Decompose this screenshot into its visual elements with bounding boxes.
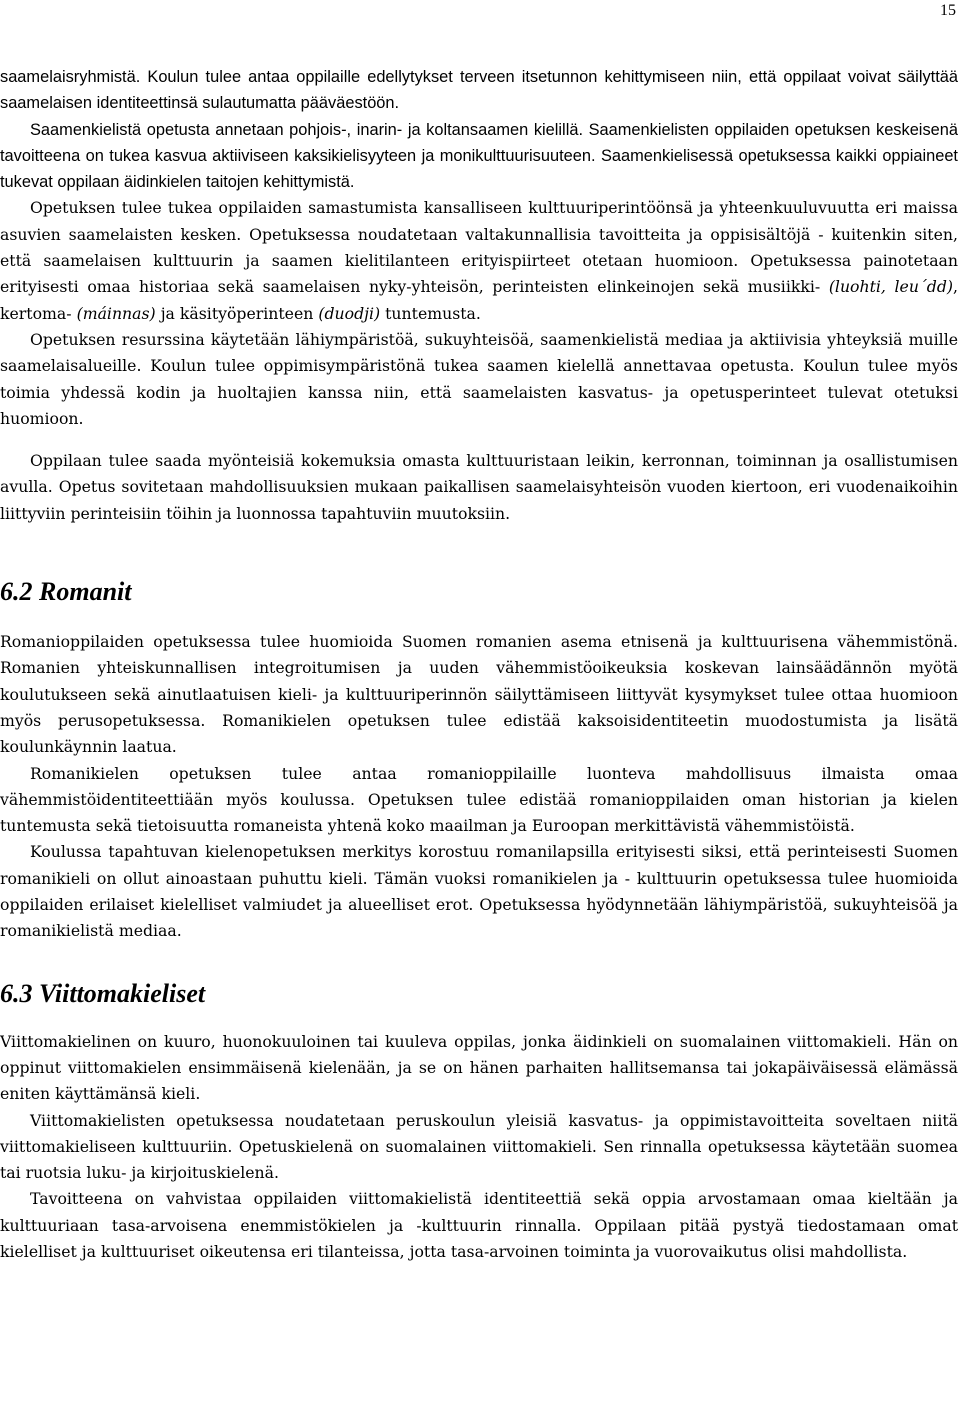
- saame-term-handicraft: (duodji): [318, 303, 381, 323]
- page-content: [0, 64, 958, 1265]
- saame-paragraph-1: saamelaisryhmistä. Koulun tulee antaa oppilaille edellytykset terveen itsetunnon kehittymiseen niin, että oppilaat voivat säilyttää saamelaisen identiteettinsä sulautumatta pääväestöön.: [0, 68, 958, 113]
- saame-paragraph-3-text-a: Opetuksen tulee tukea oppilaiden samastumista kansalliseen kulttuuriperintöönsä ja yhteenkuuluvuutta eri maissa asuvien saamelaisten kesken. Opetuksessa noudatetaan valtakunnallisia tavoitteita ja oppisisältöjä - kuitenkin siten, että saamelaisen kulttuurin ja saamen kielitilanteen erityispiirteet otetaan huomioon. Opetuksessa painotetaan erityisesti omaa historiaa sekä saamelaisen nyky-yhteisön, perinteisten elinkeinojen sekä musiikki-: [0, 198, 958, 297]
- saame-term-music: (luohti, leu´dd): [828, 277, 953, 297]
- saame-paragraph-4: Opetuksen resurssina käytetään lähiympäristöä, sukuyhteisöä, saamenkielistä mediaa ja aktiivisia yhteyksiä muille saamelaisalueille. Koulun tulee oppimisympäristönä tukea saamen kielellä annettavaa opetusta. Koulun tulee myös toimia yhdessä kodin ja huoltajien kanssa niin, että saamelaisten kasvatus- ja opetusperinteet tulevat otetuksi huomioon.: [0, 329, 958, 428]
- romanit-paragraph-2: Romanikielen opetuksen tulee antaa romanioppilaille luonteva mahdollisuus ilmaista omaa vähemmistöidentiteettiään myös koulussa. Opetuksen tulee edistää romanioppilaiden oman historian ja kielen tuntemusta sekä tietoisuutta romaneista yhtenä koko maailman ja Euroopan merkittävistä vähemmistöistä.: [0, 763, 958, 836]
- page-number: 15: [940, 2, 956, 19]
- saame-paragraph-3-text-b: , kertoma-: [0, 277, 958, 323]
- viittoma-paragraph-2: Viittomakielisten opetuksessa noudatetaan peruskoulun yleisiä kasvatus- ja oppimistavoitteita soveltaen niitä viittomakieliseen kulttuuriin. Opetuskielenä on suomalainen viittomakieli. Sen rinnalla opetuksessa käytetään suomea tai ruotsia luku- ja kirjoituskielenä.: [0, 1110, 958, 1183]
- saame-paragraph-5: Oppilaan tulee saada myönteisiä kokemuksia omasta kulttuuristaan leikin, kerronnan, toiminnan ja osallistumisen avulla. Opetus sovitetaan mahdollisuuksien mukaan paikallisen saamelaisyhteisön vuoden kiertoon, eri vuodenaikoihin liittyviin perinteisiin töihin ja luonnossa tapahtuviin muutoksiin.: [0, 451, 958, 523]
- romanit-paragraph-3: Koulussa tapahtuvan kielenopetuksen merkitys korostuu romanilapsilla erityisesti siksi, että perinteisesti Suomen romanikieli on ollut ainoastaan puhuttu kieli. Tämän vuoksi romanikielen ja - kulttuurin opetuksessa tulee huomioida oppilaiden erilaiset kielelliset valmiudet ja alueelliset erot. Opetuksessa hyödynnetään lähiympäristöä, sukuyhteisöä ja romanikielistä mediaa.: [0, 842, 958, 941]
- romanit-paragraph-1: Romanioppilaiden opetuksessa tulee huomioida Suomen romanien asema etnisenä ja kulttuurisena vähemmistönä. Romanien yhteiskunnallisen integroitumisen ja uuden vähemmistöoikeuksia koskevan lainsäädännön myötä koulutukseen sekä ainutlaatuisen kieli- ja kulttuuriperinnön säilyttämiseen liittyvät kysymykset tulee ottaa huomioon myös perusopetuksessa. Romanikielen opetuksen tulee edistää kaksoisidentiteetin muodostumista ja lisätä koulunkäynnin laatua.: [0, 632, 958, 757]
- section-heading-viittomakieliset: 6.3 Viittomakieliset: [0, 978, 206, 1008]
- saame-paragraph-2: Saamenkielistä opetusta annetaan pohjois-, inarin- ja koltansaamen kielillä. Saamenkielisten oppilaiden opetuksen keskeisenä tavoitteena on tukea kasvua aktiiviseen kaksikielisyyteen ja monikulttuurisuuteen. Saamenkielisessä opetuksessa kaikki oppiaineet tukevat oppilaan äidinkielen taitojen kehittymistä.: [0, 120, 958, 192]
- saame-paragraph-3: [0, 195, 958, 326]
- section-heading-romanit: 6.2 Romanit: [0, 577, 132, 607]
- saame-paragraph-3-text-d: tuntemusta.: [385, 303, 481, 323]
- saame-paragraph-3-text-c: ja käsityöperinteen: [160, 303, 314, 323]
- saame-term-story: (máinnas): [76, 303, 156, 323]
- viittoma-paragraph-3: Tavoitteena on vahvistaa oppilaiden viittomakielistä identiteettiä sekä oppia arvostamaan omaa kieltään ja kulttuuriaan tasa-arvoisena enemmistökielen ja -kulttuurin rinnalla. Oppilaan pitää pystyä tiedostamaan omat kielelliset ja kulttuuriset oikeutensa eri tilanteissa, jotta tasa-arvoinen toiminta ja vuorovaikutus olisi mahdollista.: [0, 1189, 958, 1261]
- viittoma-paragraph-1: Viittomakielinen on kuuro, huonokuuloinen tai kuuleva oppilas, jonka äidinkieli on suomalainen viittomakieli. Hän on oppinut viittomakielen ensimmäisenä kielenään, ja se on hänen parhaiten hallitsemansa tai jokapäiväisessä elämässä eniten käyttämänsä kieli.: [0, 1031, 958, 1104]
